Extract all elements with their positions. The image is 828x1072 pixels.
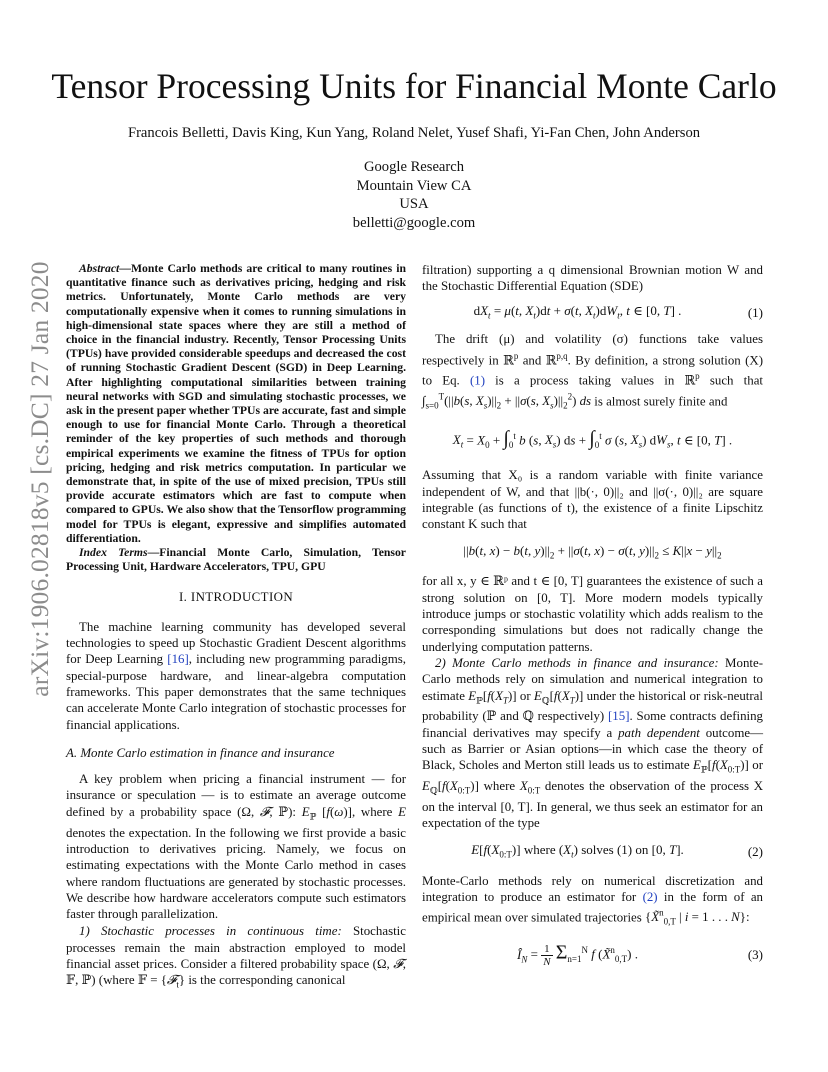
arxiv-stamp-text: arXiv:1906.02818v5 [cs.DC] 27 Jan 2020 [25,261,54,697]
paragraph-monte-carlo-estimation: A key problem when pricing a financial instrument — for insurance or speculation — is to estimate an average outcome defined by a probability space (Ω, 𝓕, ℙ): $E_ℙ$ [f(ω)], where E denotes the expectation. In the following we first provide a basic introduction to derivatives pricing. Namely, we focus on estimating expectations with the Monte Carlo method in cases where random fluctuations are generated by stochastic processes. We describe how hardware accelerators compute such estimators faster through parallelization. [66,772,407,922]
right-column [422,262,763,980]
intro-paragraph: The machine learning community has developed several technologies to speed up Stochastic Gradient Descent algorithms for Deep Learning [16], including new programming paradigms, special-purpose hardware, and linear-algebra computation frameworks. This paper demonstrates that the same techniques can accelerate Monte Carlo integration of stochastic processes for financial applications. [66,619,406,732]
equation-ref-link[interactable]: (2) [642,889,658,904]
citation-link[interactable]: [16] [167,652,189,667]
paragraph-lead: 1) Stochastic processes in continuous time: [79,924,342,939]
paragraph-strong-solution: for all x, y ∈ ℝᵖ and t ∈ [0, T] guarantees the existence of such a strong solution on [0, T]. More modern models typically introduce jumps or stochastic volatility which adds realism to the corresponding simulations but does not radically change the underlying computation patterns. [422,574,763,654]
equation-ref-link[interactable]: (1) [469,373,485,388]
index-terms-lead: Index Terms [79,546,148,560]
author-email: belletti@google.com [352,214,476,231]
paragraph-estimator: Monte-Carlo methods rely on numerical discretization and integration to produce an estimator for (2) in the form of an empirical mean over simulated trajectories {X̃$^n_{0,T}$ | i = 1 . . . N}: [422,873,763,927]
affiliation-block [0,158,828,232]
equation-1: $dX_t = \mu(t$, $X_t)dt + \sigma(t$, $X_t)dW_t$, t ∈ [0, T] . (1) [473,302,763,321]
equation-number: (2) [747,843,763,859]
paragraph-drift-volatility: The drift (μ) and volatility (σ) functions take values respectively in ℝ$^p$ and ℝ$^{p,q}$. By definition, a strong solution (X) to Eq. (1) is a process taking values in ℝ$^p$ such that $\int_{s=0}^T(||b(s$, $X_s)||_2 + ||\sigma(s$, $X_s)||_2^2$) ds is almost surely finite and [422,332,764,411]
affiliation-org: Google Research [363,159,465,175]
left-column [66,262,406,993]
affiliation-city: Mountain View CA [356,177,472,194]
paragraph-filtration: filtration) supporting a q dimensional Brownian motion W and the Stochastic Differential Equation (SDE) [422,263,763,294]
equation-3: $Î_N = 1$ N $\Sigma_{n=1}^N$ f (X̃$^n_{0,T}$) . (3) [516,941,763,969]
paper-title: Tensor Processing Units for Financial Monte Carlo [51,66,777,106]
abstract [66,262,406,546]
index-terms-text: —Financial Monte Carlo, Simulation, Tensor Processing Unit, Hardware Accelerators, TPU, GPU [66,546,406,574]
paragraph-stochastic-processes: 1) Stochastic processes in continuous time: Stochastic processes remain the main abstraction employed to model financial asset prices. Consider a filtered probability space (Ω, 𝓕, 𝔽, ℙ) (where 𝔽 = {𝓕$_t$} is the corresponding canonical [66,924,406,990]
equation-number: (1) [747,304,763,320]
equation-2: $E[f(X_{0:T})]$ where $(X_t)$ solves (1) on [0, T]. (2) [471,841,763,860]
paragraph-lead: 2) Monte Carlo methods in finance and insurance: [435,655,719,670]
equation-integral: $X_t = X_0 + \int_0^t$ b (s, $X_s$) ds + $\int_0^t$ σ (s, $X_s$) $dW_s$, t ∈ [0, T] . [452,427,733,451]
paragraph-monte-carlo-methods: 2) Monte Carlo methods in finance and insurance: Monte-Carlo methods rely on simulation and numerical integration to estimate $E_ℙ[f(X_T)]$ or $E_ℚ[f(X_T)]$ under the historical or risk-neutral probability (ℙ and ℚ respectively) [15]. Some contracts defining financial derivatives may specify a path dependent outcome—such as Barrier or Asian options—in which case the theory of Black, Scholes and Merton still leads us to estimate $E_ℙ[f(X_{0:T})]$ or $E_ℚ[f(X_{0:T})]$ where $X_{0:T}$ denotes the observation of the process X on the interval [0, T]. In general, we thus seek an estimator for an expectation of the type [422,655,764,831]
abstract-lead: Abstract [79,262,120,275]
affiliation-country: USA [399,196,429,212]
author-list: Francois Belletti, Davis King, Kun Yang, Roland Nelet, Yusef Shafi, Yi-Fan Chen, John Anderson [127,125,701,141]
subsection-heading: A. Monte Carlo estimation in finance and insurance [66,745,335,760]
equation-lipschitz: ||b(t, x) − b(t, $y)||_2 + ||\sigma(t$, x) − σ(t, $y)||_2 \le K||x - y||_2$ [463,542,722,561]
index-terms [66,546,406,574]
citation-link[interactable]: [15] [608,709,630,724]
equation-number: (3) [747,947,763,963]
paragraph-assumption: Assuming that X₀ is a random variable with finite variance independent of W, and that ||b(·, 0)||₂ and ||σ(·, 0)||₂ are square integrable (as functions of t), the existence of a finite Lipschitz constant K such that [422,468,763,532]
section-heading-introduction: I. INTRODUCTION [178,590,294,605]
abstract-text: —Monte Carlo methods are critical to many routines in quantitative finance such as derivatives pricing, hedging and risk metrics. Unfortunately, Monte Carlo methods are very computationally expensive when it comes to running simulations in high-dimensional state spaces where they are still a method of choice in the financial industry. Recently, Tensor Processing Units (TPUs) have provided considerable speedups and decreased the cost of running Stochastic Gradient Descent (SGD) in Deep Learning. After highlighting computational similarities between training neural networks with SGD and simulating stochastic processes, we ask in the present paper whether TPUs are accurate, fast and simple enough to use for financial Monte Carlo. Through a theoretical reminder of the key properties of such methods and thorough empirical experiments we examine the fitness of TPUs for option pricing, hedging and risk metrics computation. In particular we demonstrate that, in spite of the use of mixed precision, TPUs still provide accurate estimators which are fast to compute when compared to GPUs. We also show that the Tensorflow programming model for TPUs is elegant, expressive and simplifies automated differentiation. [66,262,406,545]
